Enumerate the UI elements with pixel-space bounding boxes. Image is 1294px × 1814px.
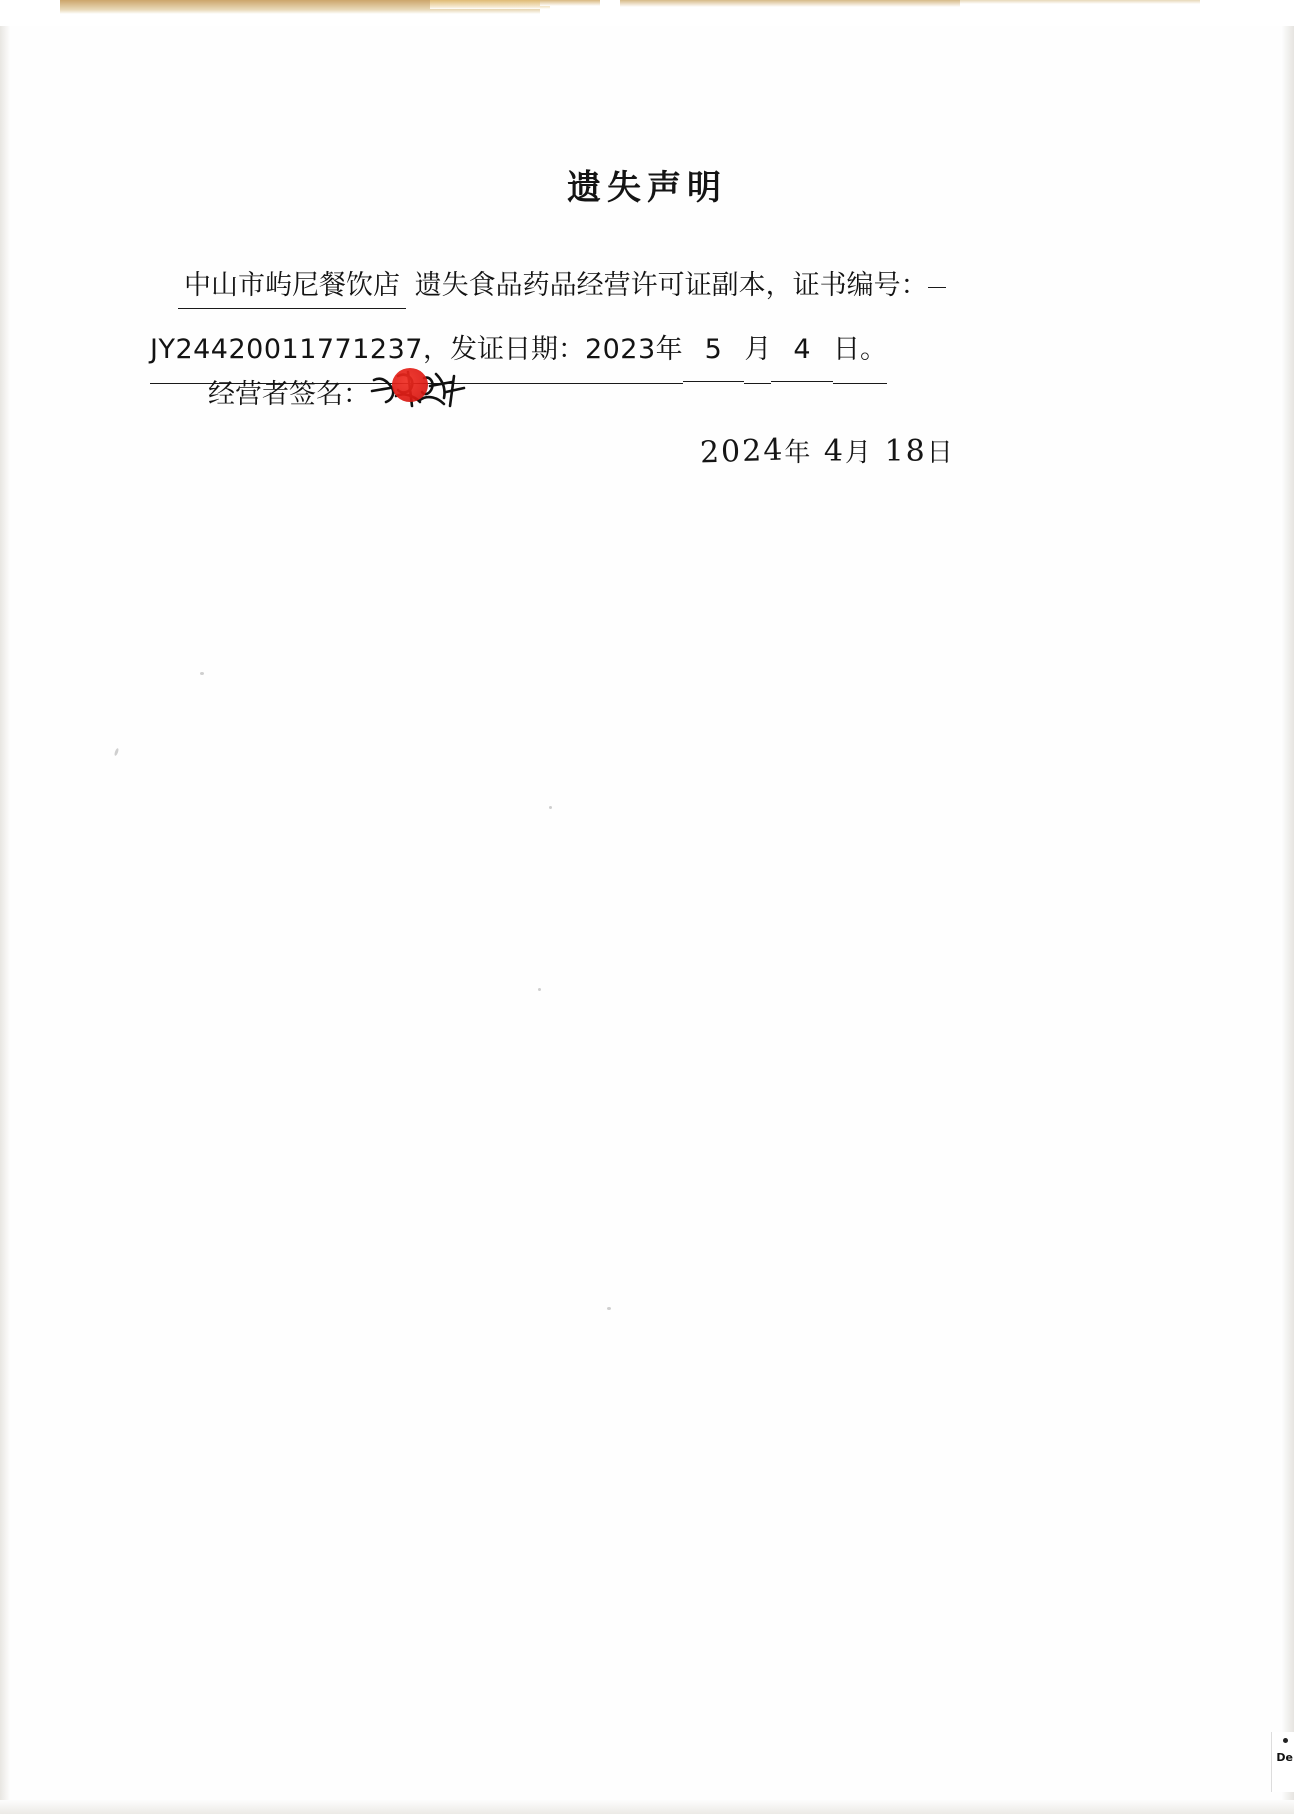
scan-speck xyxy=(200,672,204,675)
comma-separator: ， xyxy=(423,319,450,384)
scan-edge-right xyxy=(1282,0,1294,1814)
signature-label: 经营者签名： xyxy=(208,379,370,410)
watermark-fragment xyxy=(1271,1732,1294,1792)
year-character: 年 xyxy=(656,319,683,384)
handwritten-month-char: 月 xyxy=(845,438,874,468)
day-character: 日。 xyxy=(833,319,887,384)
lost-item-text: 遗失食品药品经营许可证副本，证书编号： xyxy=(414,270,928,301)
handwritten-day: 18 xyxy=(884,434,927,469)
month-character: 月 xyxy=(744,319,771,384)
trailing-underline xyxy=(928,287,946,288)
scan-speck xyxy=(607,1307,611,1310)
scan-artifact-c xyxy=(540,0,600,6)
handwritten-year-char: 年 xyxy=(784,438,813,468)
handwritten-date xyxy=(700,432,955,469)
watermark-text: De xyxy=(1276,1751,1293,1764)
scan-speck xyxy=(114,748,120,757)
handwritten-day-char: 日 xyxy=(926,438,955,468)
handwritten-month: 4 xyxy=(823,434,846,469)
red-seal-stamp xyxy=(392,368,428,402)
scan-artifact-d xyxy=(620,0,960,7)
scan-edge-bottom xyxy=(0,1800,1294,1814)
issue-date-label: 发证日期： xyxy=(450,319,585,384)
certificate-number-field: JY24420011771237 xyxy=(150,319,423,384)
statement-line-1 xyxy=(150,255,1150,317)
document-body xyxy=(150,255,1150,384)
company-name-field: 中山市屿尼餐饮店 xyxy=(178,266,406,309)
document-title: 遗失声明 xyxy=(567,168,727,208)
issue-month-value: 5 xyxy=(683,319,745,382)
scan-artifact-e xyxy=(960,0,1200,4)
scan-edge-left xyxy=(0,0,10,1814)
scan-top-artifact-strip xyxy=(0,0,1294,26)
issue-year-value: 2023 xyxy=(585,319,656,384)
scan-artifact-b xyxy=(430,0,550,9)
issue-day-value: 4 xyxy=(771,319,833,382)
handwritten-year: 2024 xyxy=(699,432,785,471)
scan-speck xyxy=(538,988,541,991)
scan-speck xyxy=(549,806,552,809)
